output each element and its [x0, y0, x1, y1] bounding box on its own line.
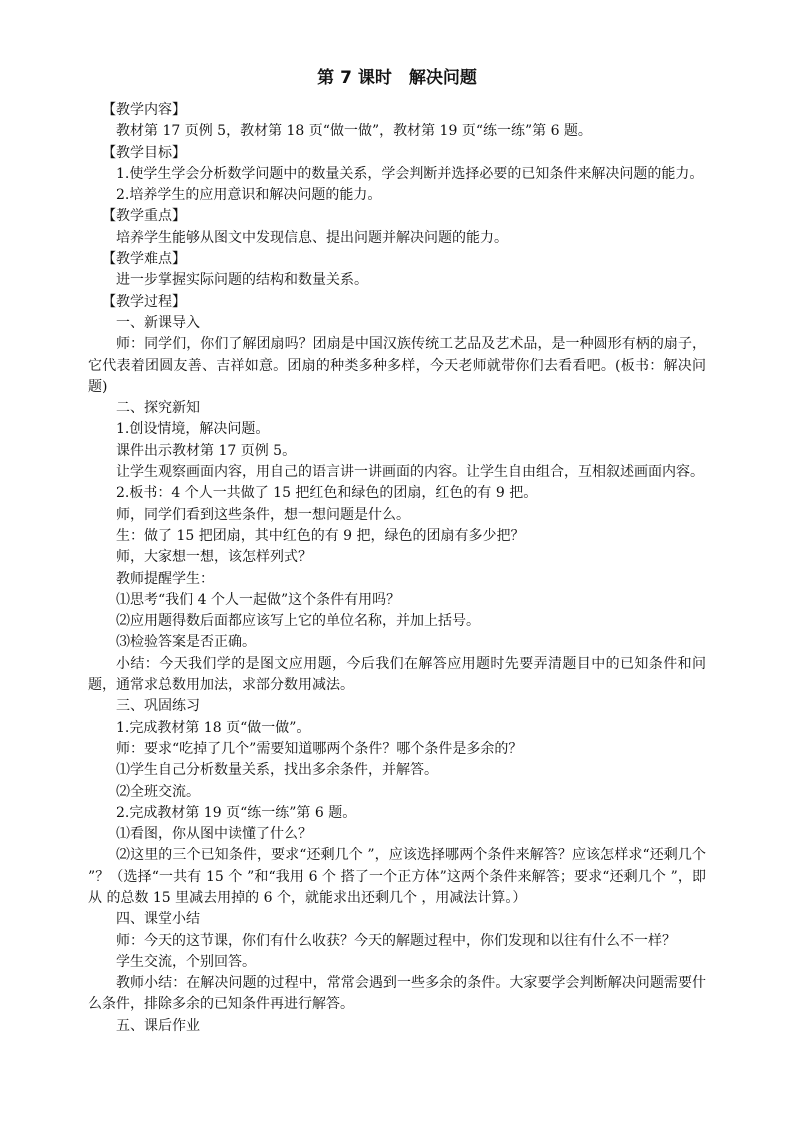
paragraph: 进一步掌握实际问题的结构和数量关系。: [116, 272, 368, 289]
paragraph: 教师小结：在解决问题的过程中，常常会遇到一些多余的条件。大家要学会判断解决问题需要什么条件，排除多余的已知条件再进行解答。: [88, 975, 706, 1013]
paragraph: 【教学过程】: [102, 293, 186, 310]
paragraph: ⑵应用题得数后面都应该写上它的单位名称，并加上括号。: [116, 613, 480, 630]
paragraph: 师：同学们，你们了解团扇吗？团扇是中国汉族传统工艺品及艺术品，是一种圆形有柄的扇子，它代表着团圆友善、吉祥如意。团扇的种类多种多样，今天老师就带你们去看看吧。(板书：解决问题): [88, 336, 706, 395]
paragraph: 师：要求“吃掉了几个”需要知道哪两个条件？哪个条件是多余的？: [116, 740, 523, 757]
paragraph: 1.创设情境，解决问题。: [116, 421, 270, 438]
paragraph: 2.板书：4 个人一共做了 15 把红色和绿色的团扇，红色的有 9 把。: [116, 485, 538, 502]
paragraph: 课件出示教材第 17 页例 5。: [116, 442, 297, 459]
paragraph: 五、课后作业: [116, 1017, 200, 1034]
paragraph: 教材第 17 页例 5，教材第 18 页“做一做”，教材第 19 页“练一练”第 6 题。: [116, 123, 592, 140]
paragraph: 生：做了 15 把团扇，其中红色的有 9 把，绿色的团扇有多少把？: [116, 527, 525, 544]
paragraph: 培养学生能够从图文中发现信息、提出问题并解决问题的能力。: [116, 229, 508, 246]
paragraph: 二、探究新知: [116, 400, 200, 417]
paragraph: 1.使学生学会分析数学问题中的数量关系，学会判断并选择必要的已知条件来解决问题的能力。: [116, 165, 704, 182]
paragraph: 【教学内容】: [102, 102, 186, 118]
paragraph: 师，同学们看到这些条件，想一想问题是什么。: [116, 506, 410, 523]
paragraph: 师，大家想一想，该怎样列式？: [116, 549, 312, 566]
document-body: [88, 100, 706, 1037]
paragraph: 师：今天的这节课，你们有什么收获？今天的解题过程中，你们发现和以往有什么不一样？: [116, 932, 676, 949]
paragraph: 2.培养学生的应用意识和解决问题的能力。: [116, 187, 382, 204]
paragraph: 小结：今天我们学的是图文应用题，今后我们在解答应用题时先要弄清题目中的已知条件和问题，通常求总数用加法，求部分数用减法。: [88, 655, 706, 694]
document-title: 第 7 课时 解决问题: [317, 68, 477, 88]
paragraph: 【教学重点】: [102, 208, 186, 225]
paragraph: ⑵全班交流。: [116, 783, 200, 800]
paragraph: 四、课堂小结: [116, 911, 200, 928]
paragraph: 教师提醒学生：: [116, 570, 214, 587]
paragraph: ⑵这里的三个已知条件，要求“还剩几个 ”，应该选择哪两个条件来解答？应该怎样求“还剩几个 ”？（选择“一共有 15 个 ”和“我用 6 个 搭了一个正方体”这两个条件来解答；要求“还剩几个 ”，即从 的总数 15 里减去用掉的 6 个，就能求出还剩几个 ，用减法计算。）: [88, 847, 706, 906]
paragraph: ⑶检验答案是否正确。: [116, 634, 256, 651]
paragraph: 学生交流，个别回答。: [116, 953, 256, 970]
paragraph: ⑴学生自己分析数量关系，找出多余条件，并解答。: [116, 762, 438, 779]
paragraph: ⑴看图，你从图中读懂了什么？: [116, 826, 312, 843]
paragraph: 【教学难点】: [102, 251, 186, 268]
paragraph: 三、巩固练习: [116, 698, 200, 715]
paragraph: 让学生观察画面内容，用自己的语言讲一讲画面的内容。让学生自由组合，互相叙述画面内容。: [116, 464, 704, 481]
paragraph: 2.完成教材第 19 页“练一练”第 6 题。: [116, 804, 357, 821]
paragraph: ⑴思考“我们 4 个人一起做”这个条件有用吗？: [116, 591, 401, 608]
paragraph: 【教学目标】: [102, 144, 186, 161]
paragraph: 一、新课导入: [116, 314, 200, 331]
paragraph: 1.完成教材第 18 页“做一做”。: [116, 719, 311, 736]
